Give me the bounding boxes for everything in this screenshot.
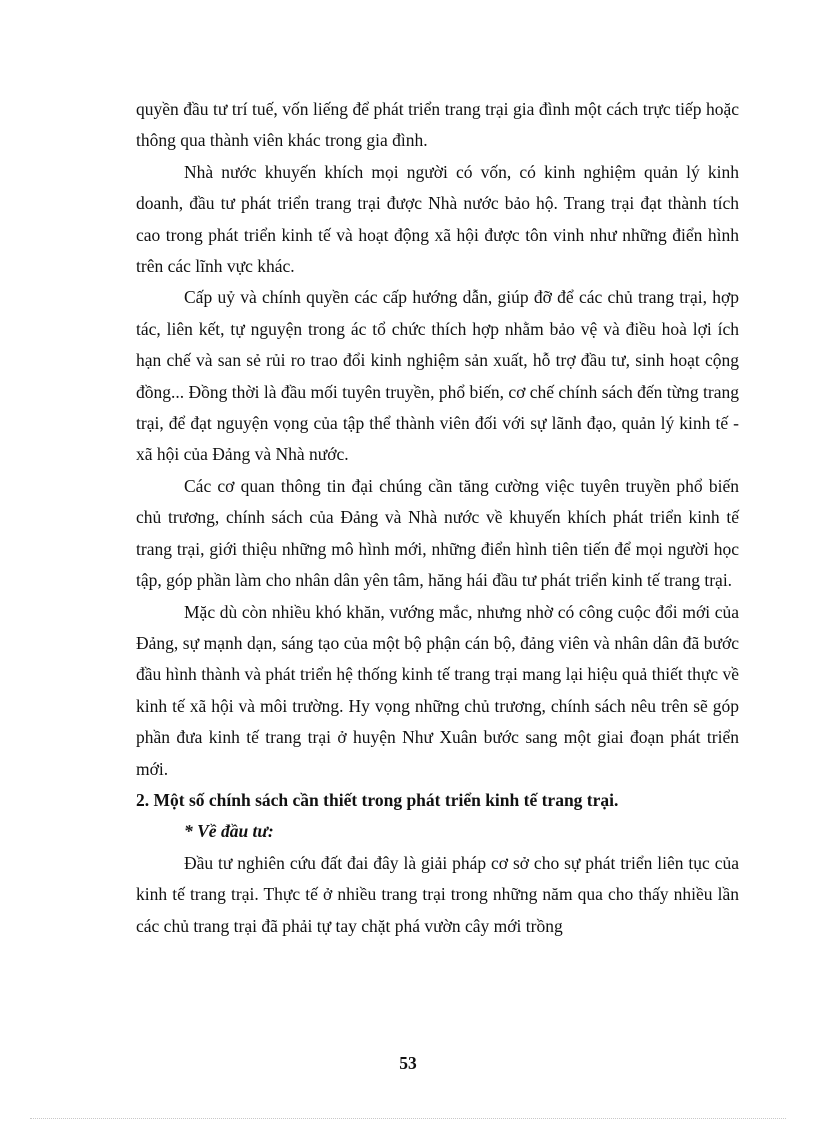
paragraph: Nhà nước khuyến khích mọi người có vốn, có kinh nghiệm quản lý kinh doanh, đầu tư phát triển trang trại được Nhà nước bảo hộ. Trang trại đạt thành tích cao trong phát triển kinh tế và hoạt động xã hội được tôn vinh như những điển hình trên các lĩnh vực khác. [136,161,739,277]
paragraph: Cấp uỷ và chính quyền các cấp hướng dẫn, giúp đỡ để các chủ trang trại, hợp tác, liên kết, tự nguyện trong ác tổ chức thích hợp nhằm bảo vệ và điều hoà lợi ích hạn chế và san sẻ rủi ro trao đổi kinh nghiệm sản xuất, hỗ trợ đầu tư, sinh hoạt cộng đồng... Đồng thời là đầu mối tuyên truyền, phổ biến, cơ chế chính sách đến từng trang trại, để đạt nguyện vọng của tập thể thành viên đối với sự lãnh đạo, quản lý kinh tế - xã hội của Đảng và Nhà nước. [136,287,739,465]
section-heading: 2. Một số chính sách cần thiết trong phát triển kinh tế trang trại. [136,789,619,810]
document-body [136,94,739,942]
paragraph: Đầu tư nghiên cứu đất đai đây là giải pháp cơ sở cho sự phát triển liên tục của kinh tế trang trại. Thực tế ở nhiều trang trại trong những năm qua cho thấy nhiều lần các chủ trang trại đã phải tự tay chặt phá vườn cây mới trồng [136,852,739,936]
footer-divider [30,1118,786,1119]
paragraph: Mặc dù còn nhiều khó khăn, vướng mắc, nhưng nhờ có công cuộc đổi mới của Đảng, sự mạnh dạn, sáng tạo của một bộ phận cán bộ, đảng viên và nhân dân đã bước đầu hình thành và phát triển hệ thống kinh tế trang trại mang lại hiệu quả thiết thực về kinh tế xã hội và môi trường. Hy vọng những chủ trương, chính sách nêu trên sẽ góp phần đưa kinh tế trang trại ở huyện Như Xuân bước sang một giai đoạn phát triển mới. [136,601,739,779]
page-number: 53 [399,1053,417,1073]
subheading: * Về đầu tư: [184,821,274,842]
paragraph-continued: quyền đầu tư trí tuế, vốn liếng để phát triển trang trại gia đình một cách trực tiếp hoặc thông qua thành viên khác trong gia đình. [136,99,739,151]
paragraph: Các cơ quan thông tin đại chúng cần tăng cường việc tuyên truyền phổ biến chủ trương, chính sách của Đảng và Nhà nước về khuyến khích phát triển kinh tế trang trại, giới thiệu những mô hình mới, những điển hình tiên tiến để mọi người học tập, góp phần làm cho nhân dân yên tâm, hăng hái đầu tư phát triển kinh tế trang trại. [136,475,739,591]
